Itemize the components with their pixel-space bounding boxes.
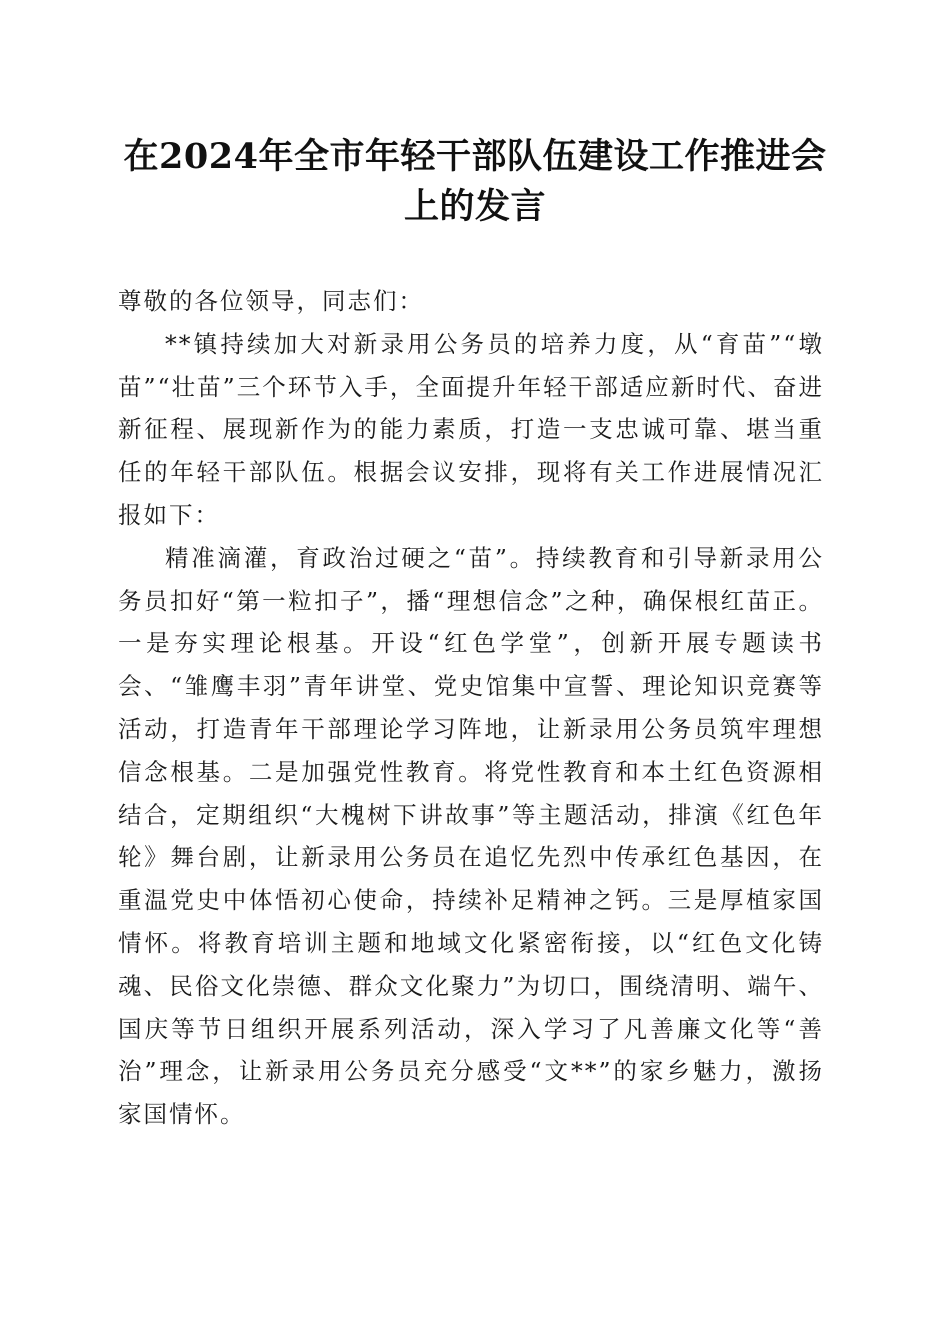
document-title xyxy=(110,132,840,232)
title-line-2: 上的发言 xyxy=(403,186,546,227)
title-line-1: 在2024年全市年轻干部队伍建设工作推进会 xyxy=(123,136,827,177)
document-body xyxy=(118,280,824,1136)
salutation: 尊敬的各位领导，同志们： xyxy=(118,287,424,315)
paragraph-section-1: 精准滴灌，育政治过硬之“苗”。持续教育和引导新录用公务员扣好“第一粒扣子”，播“理想信念”之种，确保根红苗正。一是夯实理论根基。开设“红色学堂”，创新开展专题读书会、“雏鹰丰羽”青年讲堂、党史馆集中宣誓、理论知识竞赛等活动，打造青年干部理论学习阵地，让新录用公务员筑牢理想信念根基。二是加强党性教育。将党性教育和本土红色资源相结合，定期组织“大槐树下讲故事”等主题活动，排演《红色年轮》舞台剧，让新录用公务员在追忆先烈中传承红色基因，在重温党史中体悟初心使命，持续补足精神之钙。三是厚植家国情怀。将教育培训主题和地域文化紧密衔接，以“红色文化铸魂、民俗文化崇德、群众文化聚力”为切口，围绕清明、端午、国庆等节日组织开展系列活动，深入学习了凡善廉文化等“善治”理念，让新录用公务员充分感受“文**”的家乡魅力，激扬家国情怀。 xyxy=(118,543,824,1129)
paragraph-intro: **镇持续加大对新录用公务员的培养力度，从“育苗”“墩苗”“壮苗”三个环节入手，全面提升年轻干部适应新时代、奋进新征程、展现新作为的能力素质，打造一支忠诚可靠、堪当重任的年轻干部队伍。根据会议安排，现将有关工作进展情况汇报如下： xyxy=(118,329,824,529)
